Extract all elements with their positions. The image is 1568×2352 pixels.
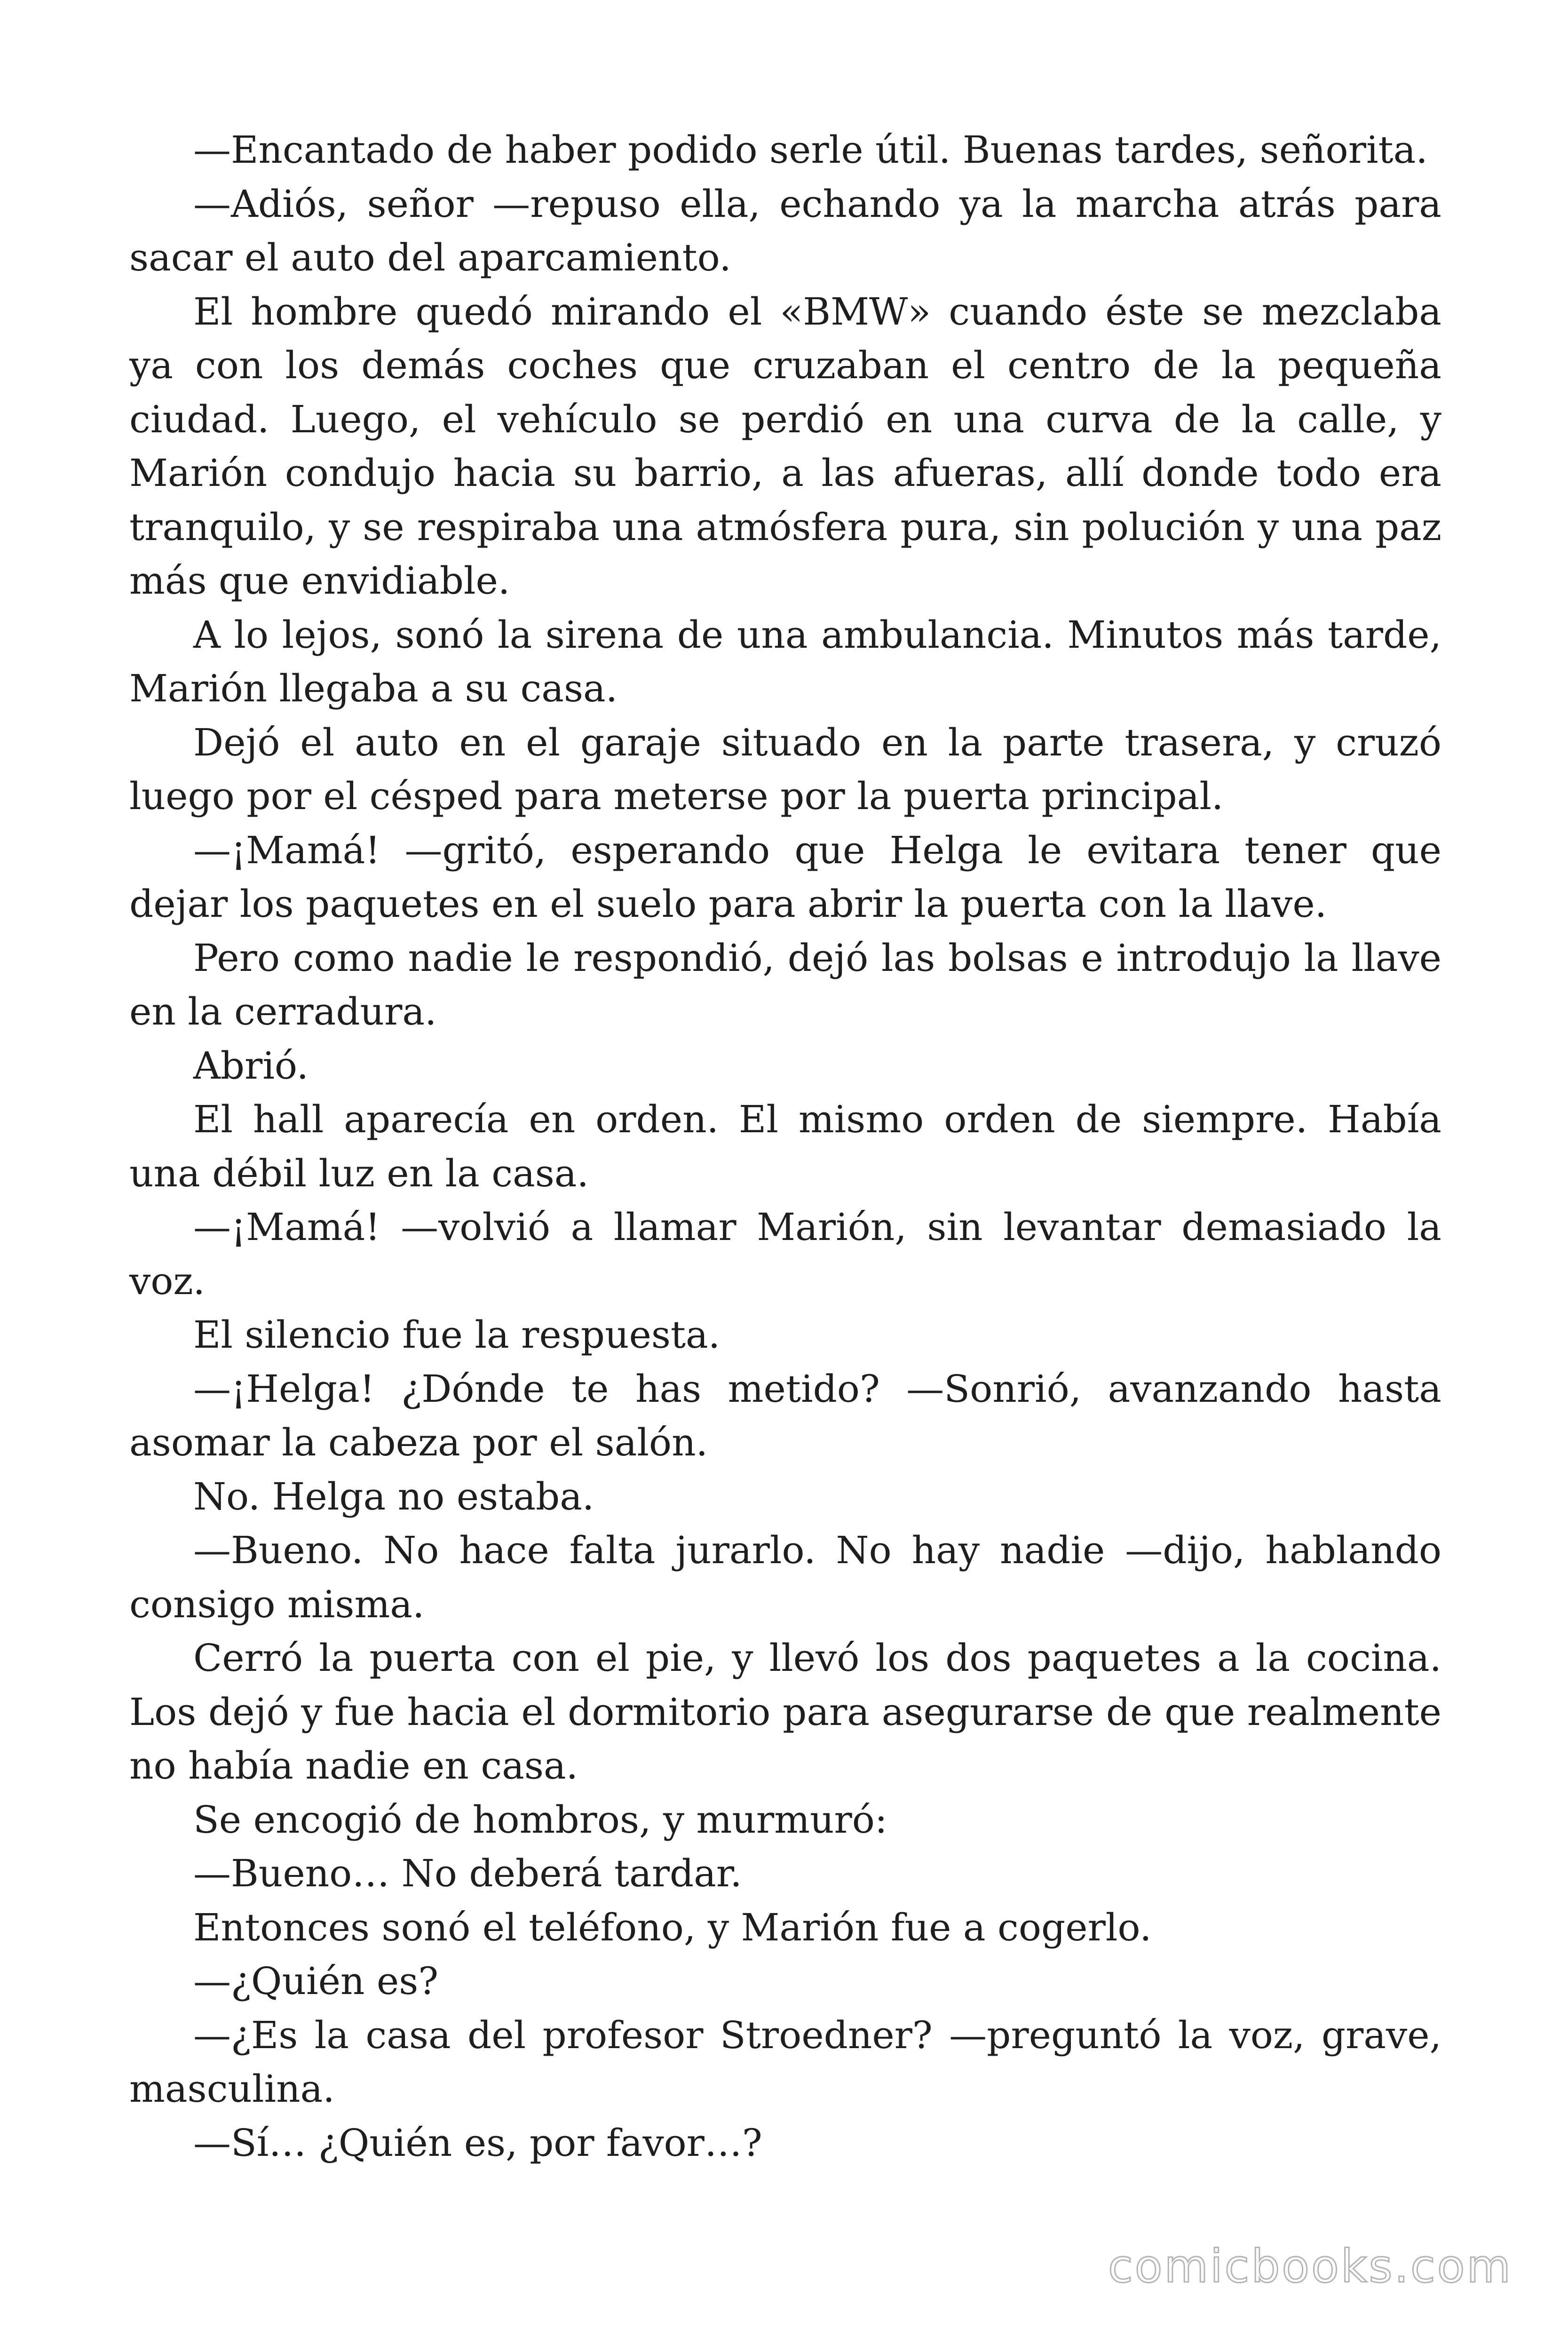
paragraph: El silencio fue la respuesta. bbox=[193, 1313, 721, 1357]
paragraph: El hall aparecía en orden. El mismo orden de siempre. Había una débil luz en la casa. bbox=[129, 1097, 1441, 1195]
paragraph: —Sí… ¿Quién es, por favor…? bbox=[193, 2121, 762, 2165]
paragraph: Pero como nadie le respondió, dejó las bolsas e introdujo la llave en la cerradura. bbox=[129, 936, 1441, 1033]
paragraph: No. Helga no estaba. bbox=[193, 1474, 594, 1518]
paragraph: Cerró la puerta con el pie, y llevó los dos paquetes a la cocina. Los dejó y fue hacia el dormitorio para asegurarse de que realmente no había nadie en casa. bbox=[129, 1636, 1441, 1788]
paragraph: El hombre quedó mirando el «BMW» cuando éste se mezclaba ya con los demás coches que cruzaban el centro de la pequeña ciudad. Luego, el vehículo se perdió en una curva de la calle, y Marión condujo hacia su barrio, a las afueras, allí donde todo era tranquilo, y se respiraba una atmósfera pura, sin polución y una paz más que envidiable. bbox=[129, 289, 1441, 603]
paragraph: Abrió. bbox=[193, 1043, 309, 1088]
paragraph: Se encogió de hombros, y murmuró: bbox=[193, 1797, 887, 1842]
watermark: comicbooks.com bbox=[1108, 2240, 1513, 2293]
body-text bbox=[129, 123, 1441, 2170]
paragraph: —¿Es la casa del profesor Stroedner? —preguntó la voz, grave, masculina. bbox=[129, 2013, 1441, 2111]
paragraph: —Adiós, señor —repuso ella, echando ya la marcha atrás para sacar el auto del aparcamiento. bbox=[129, 182, 1441, 279]
paragraph: —¡Mamá! —gritó, esperando que Helga le evitara tener que dejar los paquetes en el suelo para abrir la puerta con la llave. bbox=[129, 828, 1441, 926]
paragraph: —¿Quién es? bbox=[193, 1959, 439, 2003]
paragraph: —¡Helga! ¿Dónde te has metido? —Sonrió, avanzando hasta asomar la cabeza por el salón. bbox=[129, 1367, 1441, 1464]
paragraph: Dejó el auto en el garaje situado en la parte trasera, y cruzó luego por el césped para meterse por la puerta principal. bbox=[129, 720, 1441, 818]
paragraph: —¡Mamá! —volvió a llamar Marión, sin levantar demasiado la voz. bbox=[129, 1205, 1441, 1303]
paragraph: Entonces sonó el teléfono, y Marión fue a cogerlo. bbox=[193, 1905, 1152, 1949]
paragraph: —Bueno. No hace falta jurarlo. No hay nadie —dijo, hablando consigo misma. bbox=[129, 1528, 1441, 1626]
paragraph: A lo lejos, sonó la sirena de una ambulancia. Minutos más tarde, Marión llegaba a su casa. bbox=[129, 612, 1441, 710]
paragraph: —Bueno… No deberá tardar. bbox=[193, 1851, 742, 1895]
paragraph: —Encantado de haber podido serle útil. Buenas tardes, señorita. bbox=[193, 128, 1428, 172]
